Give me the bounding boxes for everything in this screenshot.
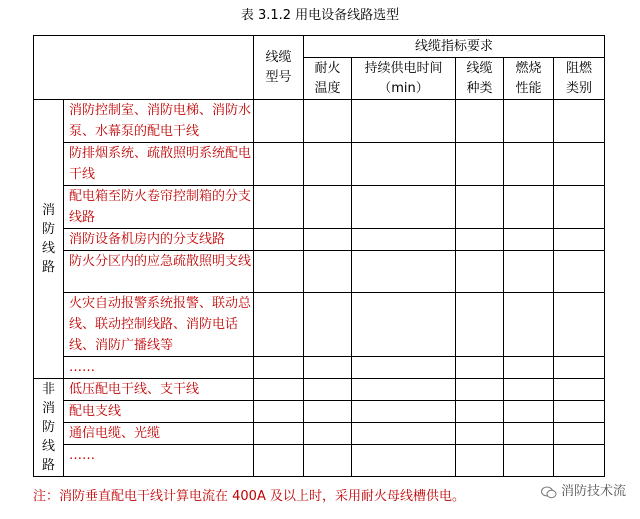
table-cell — [304, 143, 352, 186]
table-cell — [554, 143, 605, 186]
table-row-label: 配电支线 — [64, 401, 254, 423]
table-cell — [456, 100, 504, 143]
table-cell — [504, 293, 554, 357]
header-fire-temp — [304, 58, 352, 100]
table-cell — [352, 445, 456, 477]
table-cell — [352, 251, 456, 293]
header-cable-type — [456, 58, 504, 100]
header-cable-model-label: 线缆型号 — [265, 49, 292, 85]
table-cell — [456, 229, 504, 251]
table-row-label: …… — [64, 445, 254, 477]
header-cable-model — [254, 36, 304, 100]
table-cell — [554, 379, 605, 401]
header-burning-label: 燃烧性能 — [515, 60, 542, 96]
header-cable-type-label: 线缆种类 — [466, 60, 493, 96]
header-supply-time-label: 持续供电时间 — [364, 60, 443, 76]
table-cell — [304, 401, 352, 423]
table-cell — [254, 100, 304, 143]
table-cell — [304, 357, 352, 379]
table-row-label: 防排烟系统、疏散照明系统配电干线 — [64, 143, 254, 186]
table-cell — [254, 357, 304, 379]
table-cell — [352, 143, 456, 186]
table-cell — [254, 251, 304, 293]
table-row-label: 低压配电干线、支干线 — [64, 379, 254, 401]
cable-selection-table — [33, 35, 605, 477]
table-cell — [254, 229, 304, 251]
table-cell — [456, 445, 504, 477]
table-cell — [304, 100, 352, 143]
header-fire-temp-label: 耐火温度 — [314, 60, 341, 96]
nonfire-group-label: 非消防线路 — [42, 382, 56, 473]
table-cell — [254, 423, 304, 445]
header-retardant — [554, 58, 605, 100]
nonfire-group-label-cell — [34, 379, 64, 477]
table-cell — [456, 293, 504, 357]
table-cell — [554, 229, 605, 251]
table-cell — [456, 357, 504, 379]
table-cell — [304, 229, 352, 251]
table-row-label: 消防控制室、消防电梯、消防水泵、水幕泵的配电干线 — [64, 100, 254, 143]
table-cell — [456, 379, 504, 401]
fire-group-label: 消防线路 — [42, 203, 56, 275]
table-cell — [304, 293, 352, 357]
wechat-icon — [541, 486, 557, 499]
table-cell — [254, 379, 304, 401]
watermark — [541, 483, 626, 501]
table-cell — [352, 100, 456, 143]
table-row-label: 火灾自动报警系统报警、联动总线、联动控制线路、消防电话线、消防广播线等 — [64, 293, 254, 357]
table-row-label: 配电箱至防火卷帘控制箱的分支线路 — [64, 186, 254, 229]
table-cell — [554, 357, 605, 379]
table-cell — [304, 423, 352, 445]
table-row-label: 防火分区内的应急疏散照明支线 — [64, 251, 254, 293]
table-cell — [554, 401, 605, 423]
table-cell — [304, 251, 352, 293]
table-cell — [254, 445, 304, 477]
table-cell — [254, 143, 304, 186]
table-cell — [352, 423, 456, 445]
table-cell — [352, 229, 456, 251]
table-cell — [504, 401, 554, 423]
table-cell — [304, 379, 352, 401]
table-cell — [504, 423, 554, 445]
table-cell — [254, 293, 304, 357]
table-cell — [254, 186, 304, 229]
header-supply-time-unit: （min） — [378, 80, 429, 96]
table-cell — [554, 293, 605, 357]
table-cell — [504, 379, 554, 401]
table-cell — [352, 186, 456, 229]
table-row-label: 消防设备机房内的分支线路 — [64, 229, 254, 251]
table-cell — [554, 445, 605, 477]
header-supply-time — [352, 58, 456, 100]
table-cell — [504, 251, 554, 293]
table-cell — [352, 401, 456, 423]
table-row-label: 通信电缆、光缆 — [64, 423, 254, 445]
header-retardant-label: 阻燃类别 — [566, 60, 593, 96]
header-requirements: 线缆指标要求 — [304, 36, 605, 58]
table-cell — [254, 401, 304, 423]
table-cell — [456, 401, 504, 423]
table-cell — [456, 186, 504, 229]
table-cell — [504, 229, 554, 251]
table-cell — [554, 251, 605, 293]
table-cell — [456, 423, 504, 445]
table-cell — [352, 293, 456, 357]
header-blank-cell — [34, 36, 254, 100]
table-cell — [456, 143, 504, 186]
table-cell — [352, 379, 456, 401]
table-cell — [504, 357, 554, 379]
fire-group-label-cell — [34, 100, 64, 379]
table-cell — [554, 423, 605, 445]
table-cell — [304, 186, 352, 229]
table-cell — [504, 445, 554, 477]
table-row-label: …… — [64, 357, 254, 379]
header-burning — [504, 58, 554, 100]
table-cell — [504, 100, 554, 143]
table-cell — [504, 186, 554, 229]
watermark-text: 消防技术流 — [560, 484, 626, 499]
table-note: 注：消防垂直配电干线计算电流在 400A 及以上时，采用耐火母线槽供电。 — [33, 489, 465, 504]
table-title: 表 3.1.2 用电设备线路选型 — [240, 8, 400, 23]
table-cell — [504, 143, 554, 186]
table-cell — [304, 445, 352, 477]
table-cell — [554, 100, 605, 143]
table-cell — [352, 357, 456, 379]
table-cell — [554, 186, 605, 229]
table-cell — [456, 251, 504, 293]
